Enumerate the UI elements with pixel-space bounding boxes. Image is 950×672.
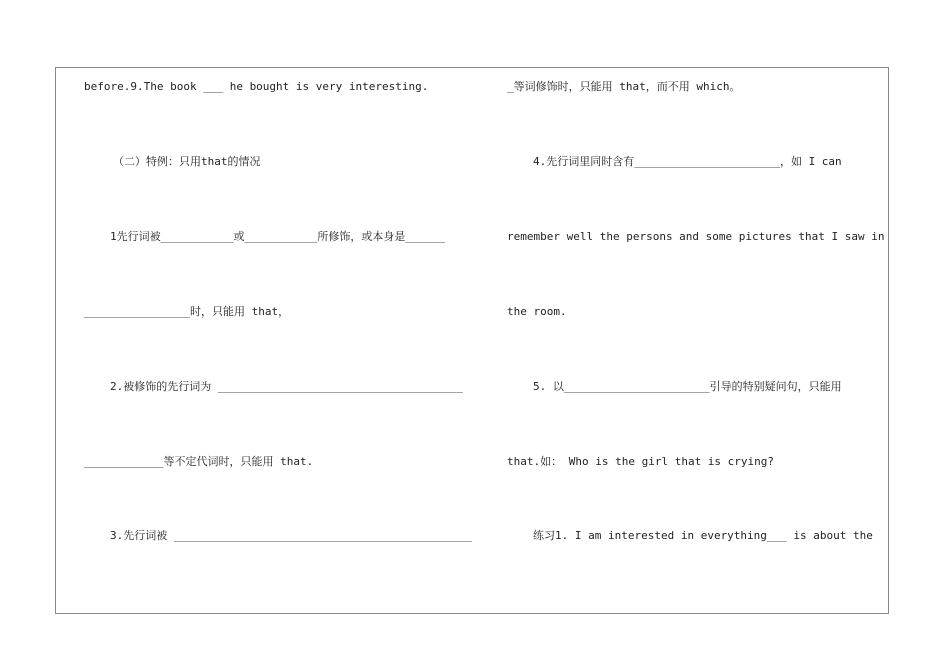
right-line-3: remember well the persons and some pictures that I saw in <box>507 230 885 243</box>
right-line-6: that.如： Who is the girl that is crying? <box>507 455 775 468</box>
right-line-1: _等词修饰时，只能用 that，而不用 which。 <box>507 80 741 93</box>
right-line-2: 4.先行词里同时含有______________________，如 I can <box>533 155 842 168</box>
left-line-7: 3.先行词被 _____________________________________________ <box>110 529 472 542</box>
right-line-7: 练习1. I am interested in everything___ is about the <box>533 529 873 542</box>
left-line-2-heading: （二）特例：只用that的情况 <box>113 155 261 168</box>
right-line-5: 5. 以______________________引导的特别疑问句，只能用 <box>533 380 842 393</box>
right-line-4: the room. <box>507 305 567 318</box>
left-line-6: ____________等不定代词时，只能用 that. <box>84 455 314 468</box>
left-line-1: before.9.The book ___ he bought is very interesting. <box>84 80 429 93</box>
left-line-4: ________________时，只能用 that， <box>84 305 290 318</box>
left-line-3: 1先行词被___________或___________所修饰，或本身是______ <box>110 230 446 243</box>
left-line-5: 2.被修饰的先行词为 _____________________________________ <box>110 380 463 393</box>
